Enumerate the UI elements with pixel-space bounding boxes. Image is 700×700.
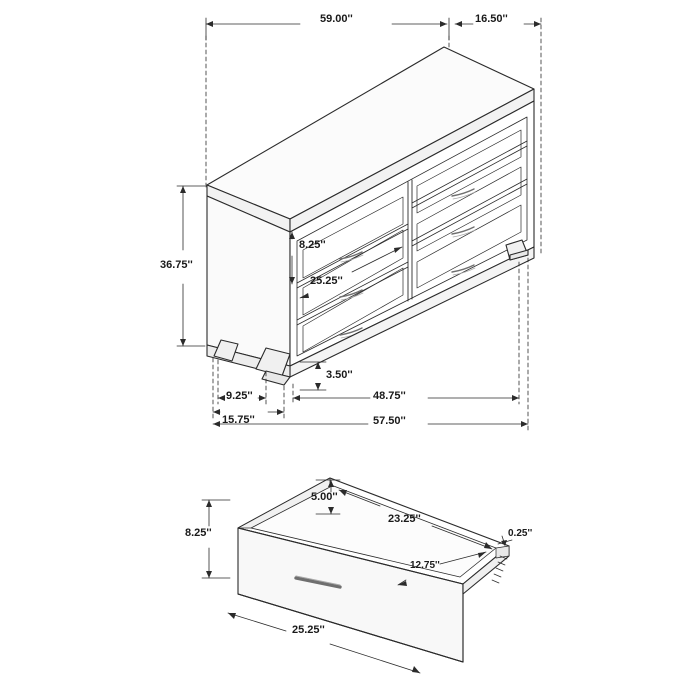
- label-base-width: 57.50'': [373, 415, 406, 427]
- drawer-box: [238, 478, 509, 662]
- drawer-side-height-dimension: [202, 500, 230, 578]
- label-lower-width: 48.75'': [373, 390, 406, 402]
- label-foot-inset: 9.25'': [226, 390, 253, 402]
- label-drawer-face-width: 25.25'': [310, 275, 343, 287]
- label-drawer-side-height: 8.25'': [185, 527, 212, 539]
- label-overall-height: 36.75'': [160, 259, 193, 271]
- label-drawer-front-width: 25.25'': [292, 624, 325, 636]
- label-top-depth: 16.50'': [475, 13, 508, 25]
- label-drawer-face-height: 8.25'': [299, 239, 326, 251]
- label-top-width: 59.00'': [320, 13, 353, 25]
- label-drawer-interior-width: 23.25'': [388, 513, 421, 525]
- label-drawer-thickness: 0.25'': [508, 528, 533, 539]
- label-leg-height: 3.50'': [326, 369, 353, 381]
- label-base-depth: 15.75'': [222, 414, 255, 426]
- label-drawer-interior-depth: 12.75'': [410, 560, 440, 571]
- label-drawer-interior-height: 5.00'': [311, 491, 338, 503]
